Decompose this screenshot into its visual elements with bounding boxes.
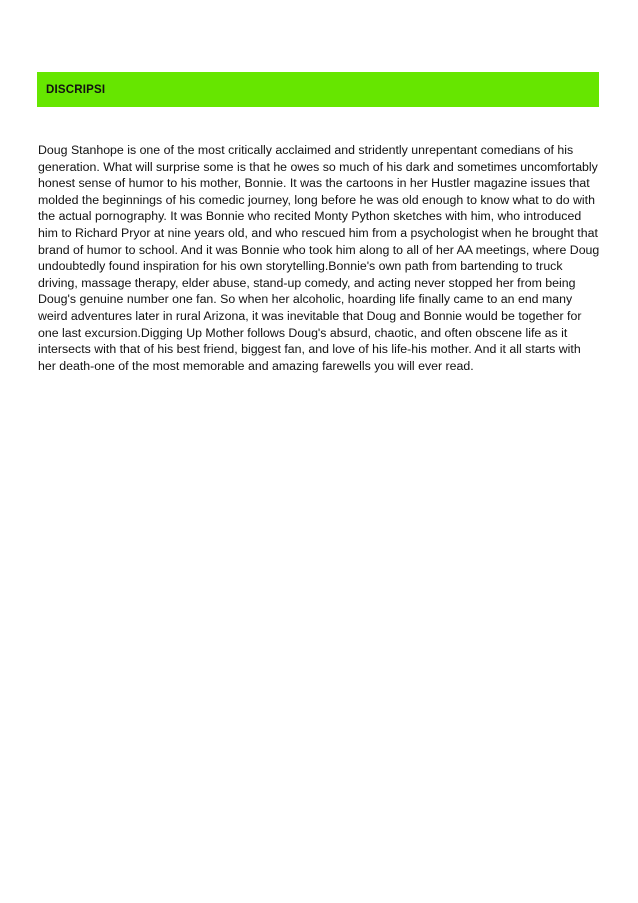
description-paragraph: Doug Stanhope is one of the most critically acclaimed and stridently unrepentant comedians of his generation. What will surprise some is that he owes so much of his dark and sometimes uncomfortably honest sense of humor to his mother, Bonnie. It was the cartoons in her Hustler magazine issues that molded the beginnings of his comedic journey, long before he was old enough to know what to do with the actual pornography. It was Bonnie who recited Monty Python sketches with him, who introduced him to Richard Pryor at nine years old, and who rescued him from a psychologist when he brought that brand of humor to school. And it was Bonnie who took him along to all of her AA meetings, where Doug undoubtedly found inspiration for his own storytelling.Bonnie's own path from bartending to truck driving, massage therapy, elder abuse, stand-up comedy, and acting never stopped her from being Doug's genuine number one fan. So when her alcoholic, hoarding life finally came to an end many weird adventures later in rural Arizona, it was inevitable that Doug and Bonnie would be together for one last excursion.Digging Up Mother follows Doug's absurd, chaotic, and often obscene life as it intersects with that of his best friend, biggest fan, and love of his life-his mother. And it all starts with her death-one of the most memorable and amazing farewells you will ever read. (38, 143, 600, 373)
section-title: DISCRIPSI (46, 83, 106, 96)
section-header-bar (37, 72, 599, 107)
